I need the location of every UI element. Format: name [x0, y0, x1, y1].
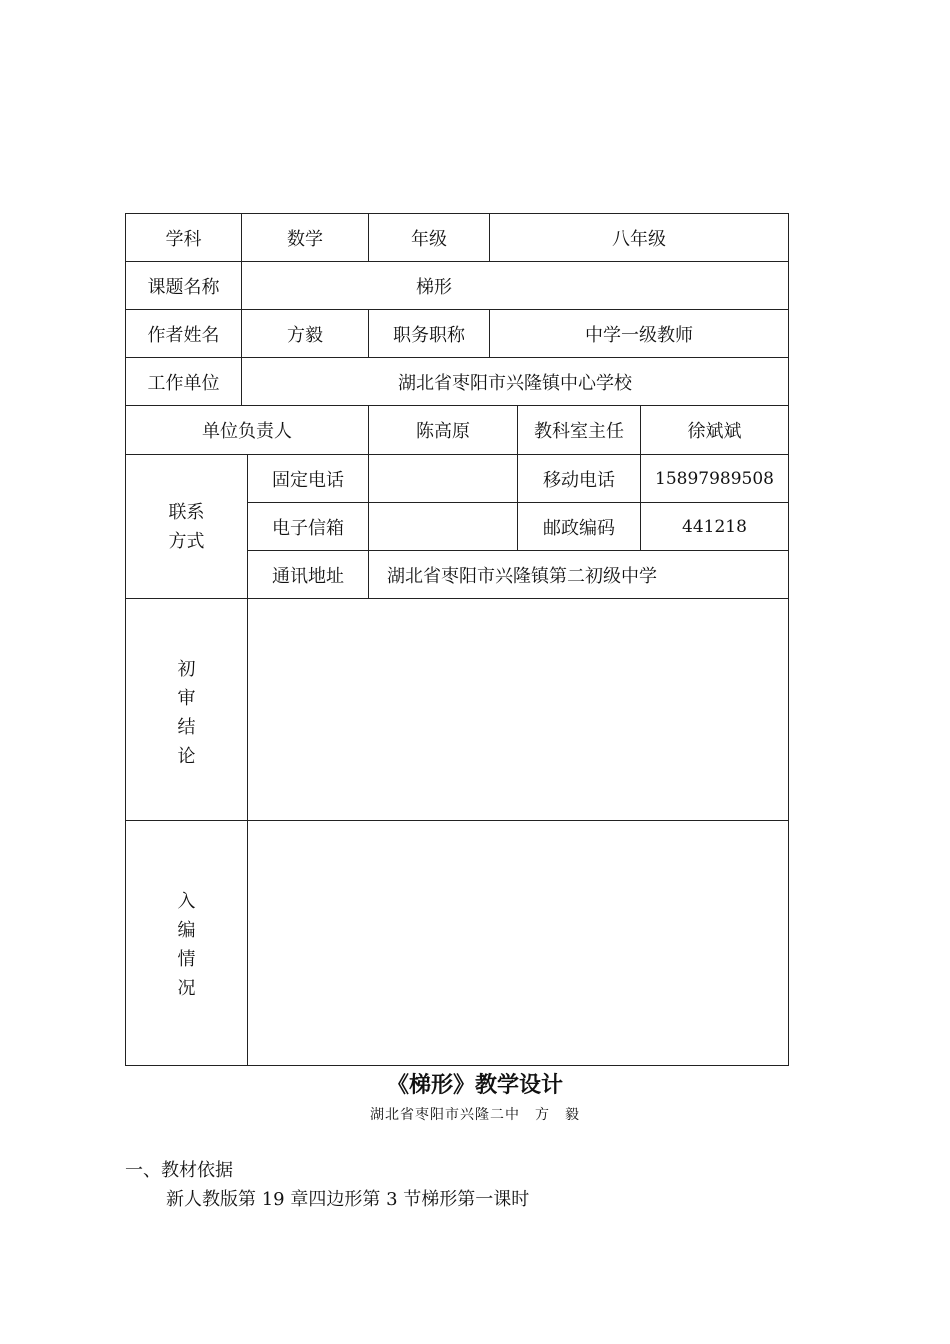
review-char: 初 — [177, 658, 196, 680]
review-conclusion-label — [126, 599, 247, 820]
edit-char: 情 — [177, 949, 196, 970]
document-byline: 湖北省枣阳市兴隆二中 方 毅 — [370, 1107, 580, 1123]
subject-label: 学科 — [165, 228, 202, 250]
edit-char: 入 — [177, 891, 196, 912]
job-title-label: 职务职称 — [393, 324, 465, 346]
address-label: 通讯地址 — [272, 565, 344, 587]
workplace-label: 工作单位 — [147, 372, 220, 394]
editing-status-label — [126, 821, 247, 1065]
address-value: 湖北省枣阳市兴隆镇第二初级中学 — [387, 565, 657, 587]
author-value: 方毅 — [287, 324, 323, 346]
contact-label-line-1: 联系 — [168, 501, 205, 523]
landline-value — [369, 455, 517, 502]
review-char: 结 — [177, 716, 196, 738]
leader-label: 单位负责人 — [202, 421, 292, 442]
edit-char: 编 — [177, 920, 196, 941]
review-char: 审 — [177, 687, 196, 709]
job-title-value: 中学一级教师 — [585, 324, 693, 346]
contact-label-line-2: 方式 — [168, 530, 205, 552]
subject-value: 数学 — [287, 228, 323, 250]
edit-char: 况 — [177, 978, 196, 999]
landline-label: 固定电话 — [272, 469, 344, 491]
email-label: 电子信箱 — [272, 517, 344, 539]
director-label: 教科室主任 — [534, 421, 624, 442]
table-rule — [125, 1065, 789, 1066]
grade-label: 年级 — [411, 228, 447, 250]
topic-value: 梯形 — [416, 276, 452, 298]
section-heading: 一、教材依据 — [125, 1160, 233, 1181]
contact-label — [126, 455, 247, 598]
review-conclusion-field[interactable] — [248, 599, 788, 820]
editing-status-field[interactable] — [248, 821, 788, 1065]
director-value: 徐斌斌 — [687, 421, 742, 442]
postcode-label: 邮政编码 — [543, 517, 615, 539]
document-title: 《梯形》教学设计 — [386, 1073, 563, 1098]
grade-value: 八年级 — [612, 228, 666, 250]
author-label: 作者姓名 — [147, 324, 220, 346]
mobile-value: 15897989508 — [655, 468, 774, 489]
topic-label: 课题名称 — [147, 276, 220, 298]
email-value — [369, 503, 517, 550]
review-char: 论 — [177, 745, 196, 767]
postcode-value: 441218 — [682, 516, 747, 537]
section-body: 新人教版第 19 章四边形第 3 节梯形第一课时 — [166, 1189, 530, 1210]
table-rule — [788, 213, 789, 1066]
mobile-label: 移动电话 — [543, 469, 615, 491]
leader-value: 陈高原 — [416, 421, 470, 442]
workplace-value: 湖北省枣阳市兴隆镇中心学校 — [398, 372, 632, 394]
